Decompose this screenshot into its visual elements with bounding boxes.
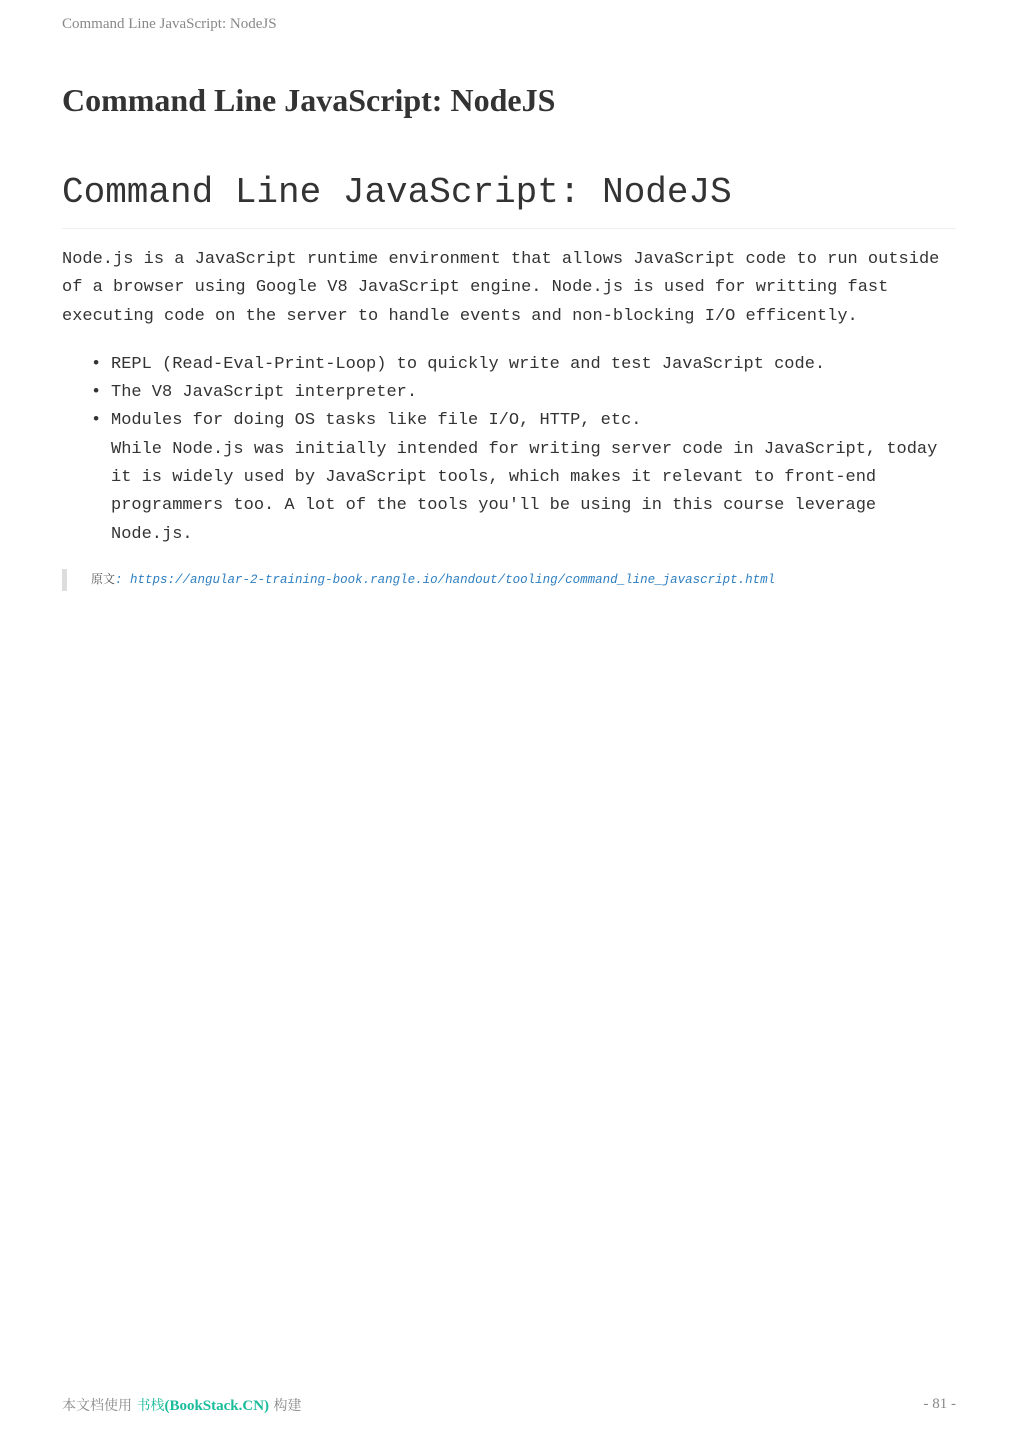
brand-cjk-text: 书栈 xyxy=(136,1398,165,1414)
list-item xyxy=(91,407,956,548)
continuation-paragraph: While Node.js was initially intended for writing server code in JavaScript, today it is widely used by JavaScript tools, which makes it relevant to front-end programmers too. A lot of the tools you'll be using in this course leverage Node.js. xyxy=(111,439,938,544)
running-header: Command Line JavaScript: NodeJS xyxy=(62,16,277,32)
article-body xyxy=(62,246,956,549)
document-title: Command Line JavaScript: NodeJS xyxy=(62,82,556,118)
footer-prefix: 本文档使用 xyxy=(62,1398,132,1414)
intro-paragraph: Node.js is a JavaScript runtime environment that allows JavaScript code to run outside of a browser using Google V8 JavaScript engine. Node.js is used for writting fast executing code on the server to handle events and non-blocking I/O efficently. xyxy=(62,250,940,326)
list-item-text: The V8 JavaScript interpreter. xyxy=(111,383,418,403)
source-label: 原文 xyxy=(91,572,116,586)
brand-latin-text: (BookStack.CN) xyxy=(164,1398,270,1414)
section-heading: Command Line JavaScript: NodeJS xyxy=(62,170,956,229)
list-item xyxy=(91,379,956,407)
source-separator: : xyxy=(115,573,131,587)
source-quote xyxy=(62,569,775,591)
bullet-icon: • xyxy=(91,411,102,431)
page-number: - 81 - xyxy=(923,1396,956,1412)
bullet-icon: • xyxy=(91,383,102,403)
footer-suffix: 构建 xyxy=(273,1398,302,1414)
bullet-icon: • xyxy=(91,354,102,374)
brand-link[interactable] xyxy=(136,1398,269,1414)
footer-credit xyxy=(62,1395,302,1415)
feature-list xyxy=(62,351,956,549)
source-link[interactable]: https://angular-2-training-book.rangle.io/handout/tooling/command_line_javascript.html xyxy=(130,573,776,587)
list-item-text: REPL (Read-Eval-Print-Loop) to quickly write and test JavaScript code. xyxy=(111,354,826,374)
list-item-text: Modules for doing OS tasks like file I/O, HTTP, etc. xyxy=(111,411,642,431)
list-item xyxy=(91,351,956,379)
